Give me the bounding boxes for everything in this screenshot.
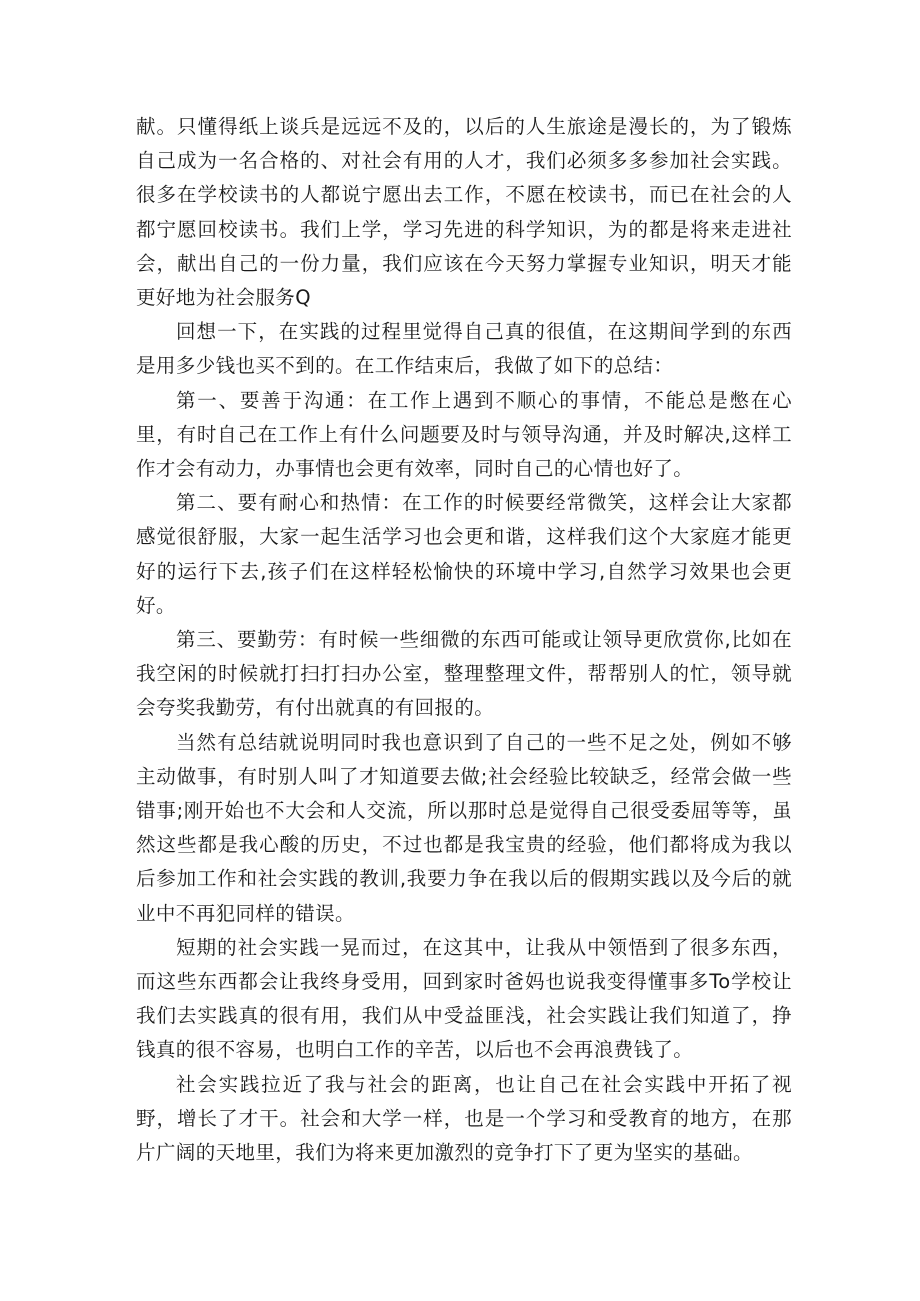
paragraph-6: 当然有总结就说明同时我也意识到了自己的一些不足之处，例如不够主动做事，有时别人叫了才知道要去做;社会经验比较缺乏，经常会做一些错事;刚开始也不大会和人交流，所以那时总是觉得自己很受委屈等等，虽然这些都是我心酸的历史，不过也都是我宝贵的经验，他们都将成为我以后参加工作和社会实践的教训,我要力争在我以后的假期实践以及今后的就业中不再犯同样的错误。 xyxy=(136,730,792,925)
paragraph-1: 献。只懂得纸上谈兵是远远不及的，以后的人生旅途是漫长的，为了锻炼自己成为一名合格的、对社会有用的人才，我们必须多多参加社会实践。很多在学校读书的人都说宁愿出去工作，不愿在校读书，而已在社会的人都宁愿回校读书。我们上学，学习先进的科学知识，为的都是将来走进社会，献出自己的一份力量，我们应该在今天努力掌握专业知识，明天才能更好地为社会服务Q xyxy=(136,115,792,310)
document-body xyxy=(136,110,792,1170)
paragraph-7: 短期的社会实践一晃而过，在这其中，让我从中领悟到了很多东西，而这些东西都会让我终身受用，回到家时爸妈也说我变得懂事多To学校让我们去实践真的很有用，我们从中受益匪浅，社会实践让我们知道了，挣钱真的很不容易，也明白工作的辛苦，以后也不会再浪费钱了。 xyxy=(136,935,792,1062)
paragraph-8: 社会实践拉近了我与社会的距离，也让自己在社会实践中开拓了视野，增长了才干。社会和大学一样，也是一个学习和受教育的地方，在那片广阔的天地里，我们为将来更加激烈的竞争打下了更为坚实的基础。 xyxy=(136,1072,792,1165)
paragraph-4: 第二、要有耐心和热情：在工作的时候要经常微笑，这样会让大家都感觉很舒服，大家一起生活学习也会更和谐，这样我们这个大家庭才能更好的运行下去,孩子们在这样轻松愉快的环境中学习,自然学习效果也会更好。 xyxy=(136,491,792,617)
paragraph-2: 回想一下，在实践的过程里觉得自己真的很值，在这期间学到的东西是用多少钱也买不到的。在工作结束后，我做了如下的总结： xyxy=(136,320,792,378)
paragraph-5: 第三、要勤劳：有时候一些细微的东西可能或让领导更欣赏你,比如在我空闲的时候就打扫打扫办公室，整理整理文件，帮帮别人的忙，领导就会夸奖我勤劳，有付出就真的有回报的。 xyxy=(136,628,792,720)
paragraph-3: 第一、要善于沟通：在工作上遇到不顺心的事情，不能总是憋在心里，有时自己在工作上有什么问题要及时与领导沟通，并及时解决,这样工作才会有动力，办事情也会更有效率，同时自己的心情也好了。 xyxy=(136,388,792,481)
